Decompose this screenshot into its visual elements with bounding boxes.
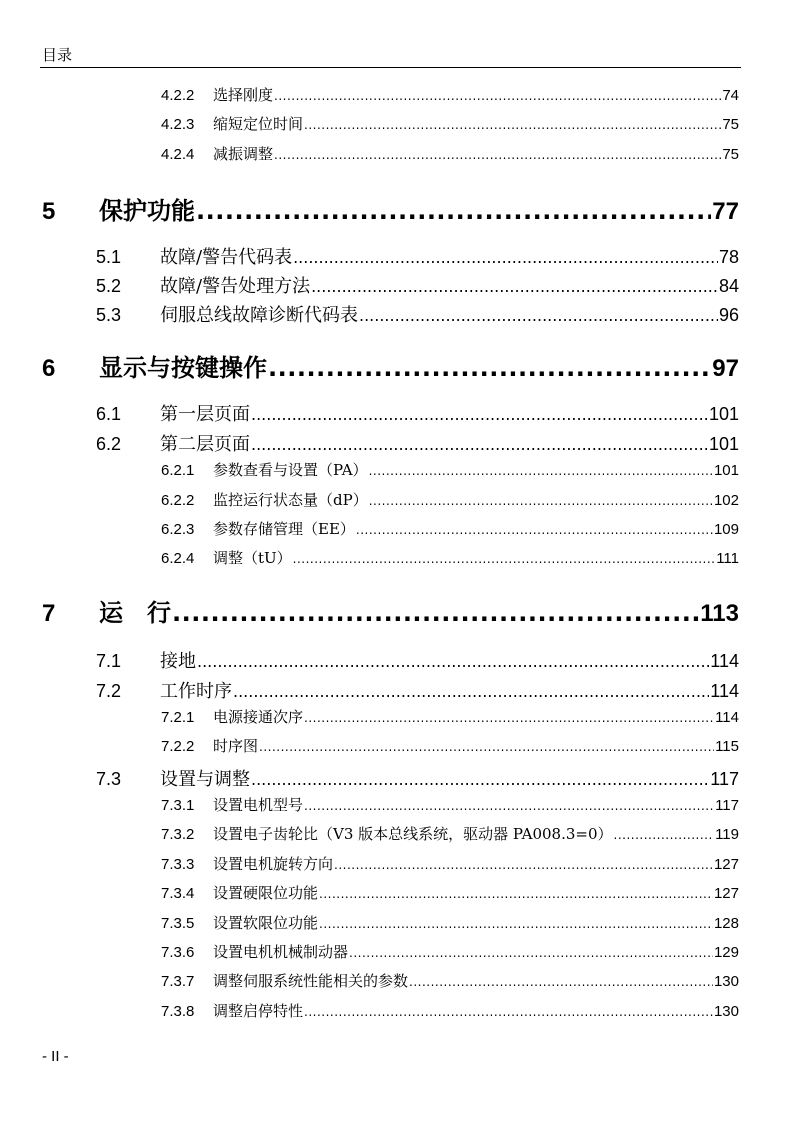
toc-entry-page: 130 <box>713 973 739 990</box>
toc-entry-page: 102 <box>713 492 739 509</box>
toc-entry-page: 78 <box>718 247 739 267</box>
toc-entry-page: 101 <box>708 404 739 424</box>
toc-entry-page: 117 <box>710 769 739 789</box>
toc-entry-page: 127 <box>713 856 739 873</box>
toc-dot-leader <box>293 248 718 267</box>
toc-entry-title: 减振调整 <box>213 145 274 163</box>
toc-entry-page: 114 <box>710 681 739 701</box>
toc-entry-page: 114 <box>710 651 739 671</box>
toc-entry-number: 7.3.5 <box>161 915 195 932</box>
toc-dot-leader <box>304 711 714 725</box>
toc-entry-title: 设置与调整 <box>160 769 250 790</box>
toc-dot-leader <box>349 946 713 960</box>
toc-entry-title: 接地 <box>160 651 196 672</box>
toc-entry-number: 6.2.3 <box>161 521 195 538</box>
toc-subsection-entry[interactable] <box>161 518 739 540</box>
toc-dot-leader <box>319 887 713 901</box>
toc-entry-title: 选择刚度 <box>213 86 274 104</box>
toc-chapter-entry[interactable] <box>42 348 739 388</box>
toc-entry-title: 设置软限位功能 <box>213 914 319 932</box>
toc-entry-title: 缩短定位时间 <box>213 115 304 133</box>
toc-dot-leader <box>356 523 713 537</box>
toc-entry-title: 设置电子齿轮比（V3 版本总线系统，驱动器 PA008.3=0） <box>213 825 613 843</box>
toc-entry-number: 6.2 <box>96 434 122 454</box>
toc-entry-title: 设置电机机械制动器 <box>213 943 349 961</box>
toc-section-entry[interactable] <box>96 430 739 456</box>
toc-entry-number: 6.2.1 <box>161 462 195 479</box>
toc-entry-number: 4.2.4 <box>161 146 195 163</box>
toc-subsection-entry[interactable] <box>161 853 739 875</box>
toc-dot-leader <box>359 306 718 325</box>
toc-entry-number: 6.2.4 <box>161 550 195 567</box>
toc-entry-number: 7.3.8 <box>161 1003 195 1020</box>
toc-entry-page: 101 <box>708 434 739 454</box>
toc-dot-leader <box>172 599 699 627</box>
toc-entry-number: 6 <box>42 355 56 382</box>
toc-entry-page: 109 <box>713 521 739 538</box>
toc-entry-number: 7.3.2 <box>161 826 195 843</box>
toc-section-entry[interactable] <box>96 400 739 426</box>
toc-entry-page: 111 <box>716 550 739 567</box>
toc-dot-leader <box>196 197 711 225</box>
toc-entry-title: 显示与按键操作 <box>99 354 267 382</box>
toc-dot-leader <box>197 652 709 671</box>
toc-dot-leader <box>409 975 713 989</box>
toc-entry-number: 6.2.2 <box>161 492 195 509</box>
toc-dot-leader <box>319 917 713 931</box>
toc-entry-title: 伺服总线故障诊断代码表 <box>160 305 358 326</box>
toc-entry-number: 6.1 <box>96 404 122 424</box>
toc-entry-title: 第二层页面 <box>160 434 250 455</box>
toc-entry-page: 97 <box>712 355 739 382</box>
toc-section-entry[interactable] <box>96 765 739 791</box>
toc-dot-leader <box>334 858 713 872</box>
toc-entry-number: 5 <box>42 198 56 225</box>
toc-subsection-entry[interactable] <box>161 794 739 816</box>
toc-dot-leader <box>251 405 708 424</box>
toc-entry-title: 设置硬限位功能 <box>213 884 319 902</box>
toc-entry-title: 监控运行状态量（dP） <box>213 491 368 509</box>
toc-entry-title: 设置电机型号 <box>213 796 304 814</box>
toc-entry-number: 7.2 <box>96 681 122 701</box>
toc-dot-leader <box>369 494 713 508</box>
toc-chapter-entry[interactable] <box>42 191 739 231</box>
toc-entry-title: 故障/警告处理方法 <box>160 276 311 297</box>
toc-entry-page: 101 <box>713 462 739 479</box>
toc-entry-page: 119 <box>715 826 739 843</box>
toc-dot-leader <box>293 552 716 566</box>
toc-entry-page: 84 <box>718 276 739 296</box>
toc-subsection-entry[interactable] <box>161 113 739 135</box>
toc-entry-title: 保护功能 <box>99 197 195 225</box>
toc-section-entry[interactable] <box>96 647 739 673</box>
toc-entry-number: 7.2.1 <box>161 709 195 726</box>
toc-entry-number: 4.2.3 <box>161 116 195 133</box>
toc-entry-number: 7.3.6 <box>161 944 195 961</box>
toc-entry-title: 故障/警告代码表 <box>160 247 293 268</box>
toc-entry-number: 7.3.3 <box>161 856 195 873</box>
toc-section-entry[interactable] <box>96 301 739 327</box>
toc-subsection-entry[interactable] <box>161 941 739 963</box>
toc-entry-title: 工作时序 <box>160 681 232 702</box>
toc-entry-title: 调整伺服系统性能相关的参数 <box>213 972 409 990</box>
toc-entry-title: 第一层页面 <box>160 404 250 425</box>
toc-dot-leader <box>304 799 714 813</box>
toc-entry-page: 74 <box>722 87 739 104</box>
toc-dot-leader <box>304 1005 713 1019</box>
toc-entry-number: 5.2 <box>96 276 122 296</box>
toc-entry-page: 96 <box>718 305 739 325</box>
toc-dot-leader <box>311 277 718 296</box>
toc-subsection-entry[interactable] <box>161 735 739 757</box>
toc-entry-number: 7 <box>42 600 56 627</box>
toc-dot-leader <box>369 464 713 478</box>
toc-subsection-entry[interactable] <box>161 143 739 165</box>
toc-entry-number: 7.3.7 <box>161 973 195 990</box>
toc-entry-title: 运 行 <box>99 599 171 627</box>
toc-dot-leader <box>259 740 714 754</box>
toc-subsection-entry[interactable] <box>161 823 739 845</box>
toc-entry-page: 130 <box>713 1003 739 1020</box>
toc-subsection-entry[interactable] <box>161 459 739 481</box>
toc-dot-leader <box>274 89 721 103</box>
toc-dot-leader <box>233 682 709 701</box>
toc-entry-title: 电源接通次序 <box>213 708 304 726</box>
toc-section-entry[interactable] <box>96 243 739 269</box>
toc-entry-number: 7.2.2 <box>161 738 195 755</box>
toc-entry-number: 7.1 <box>96 651 122 671</box>
toc-dot-leader <box>268 354 711 382</box>
toc-dot-leader <box>251 435 708 454</box>
toc-entry-page: 129 <box>713 944 739 961</box>
toc-entry-title: 参数查看与设置（PA） <box>213 461 368 479</box>
toc-subsection-entry[interactable] <box>161 84 739 106</box>
toc-entry-page: 127 <box>713 885 739 902</box>
toc-entry-number: 4.2.2 <box>161 87 195 104</box>
toc-section-entry[interactable] <box>96 677 739 703</box>
toc-entry-title: 调整启停特性 <box>213 1002 304 1020</box>
toc-subsection-entry[interactable] <box>161 912 739 934</box>
toc-entry-page: 113 <box>700 600 739 627</box>
toc-entry-number: 5.3 <box>96 305 122 325</box>
toc-dot-leader <box>304 118 721 132</box>
toc-dot-leader <box>614 828 715 842</box>
toc-subsection-entry[interactable] <box>161 970 739 992</box>
toc-subsection-entry[interactable] <box>161 706 739 728</box>
toc-section-entry[interactable] <box>96 272 739 298</box>
toc-chapter-entry[interactable] <box>42 593 739 633</box>
toc-entry-number: 7.3.1 <box>161 797 195 814</box>
page-number: - II - <box>42 1048 69 1065</box>
toc-entry-title: 设置电机旋转方向 <box>213 855 334 873</box>
toc-entry-title: 时序图 <box>213 737 259 755</box>
toc-entry-page: 117 <box>715 797 739 814</box>
toc-subsection-entry[interactable] <box>161 1000 739 1022</box>
toc-entry-title: 调整（tU） <box>213 549 292 567</box>
toc-entry-page: 115 <box>715 738 739 755</box>
toc-dot-leader <box>251 770 709 789</box>
toc-entry-page: 77 <box>712 198 739 225</box>
toc-entry-page: 128 <box>713 915 739 932</box>
toc-entry-page: 114 <box>715 709 739 726</box>
toc-subsection-entry[interactable] <box>161 489 739 511</box>
running-header: 目录 <box>42 46 73 64</box>
toc-entry-number: 7.3.4 <box>161 885 195 902</box>
toc-subsection-entry[interactable] <box>161 882 739 904</box>
toc-subsection-entry[interactable] <box>161 547 739 569</box>
toc-dot-leader <box>274 148 721 162</box>
toc-entry-number: 5.1 <box>96 247 122 267</box>
toc-entry-number: 7.3 <box>96 769 122 789</box>
toc-entry-page: 75 <box>722 146 739 163</box>
toc-entry-title: 参数存储管理（EE） <box>213 520 355 538</box>
toc-entry-page: 75 <box>722 116 739 133</box>
